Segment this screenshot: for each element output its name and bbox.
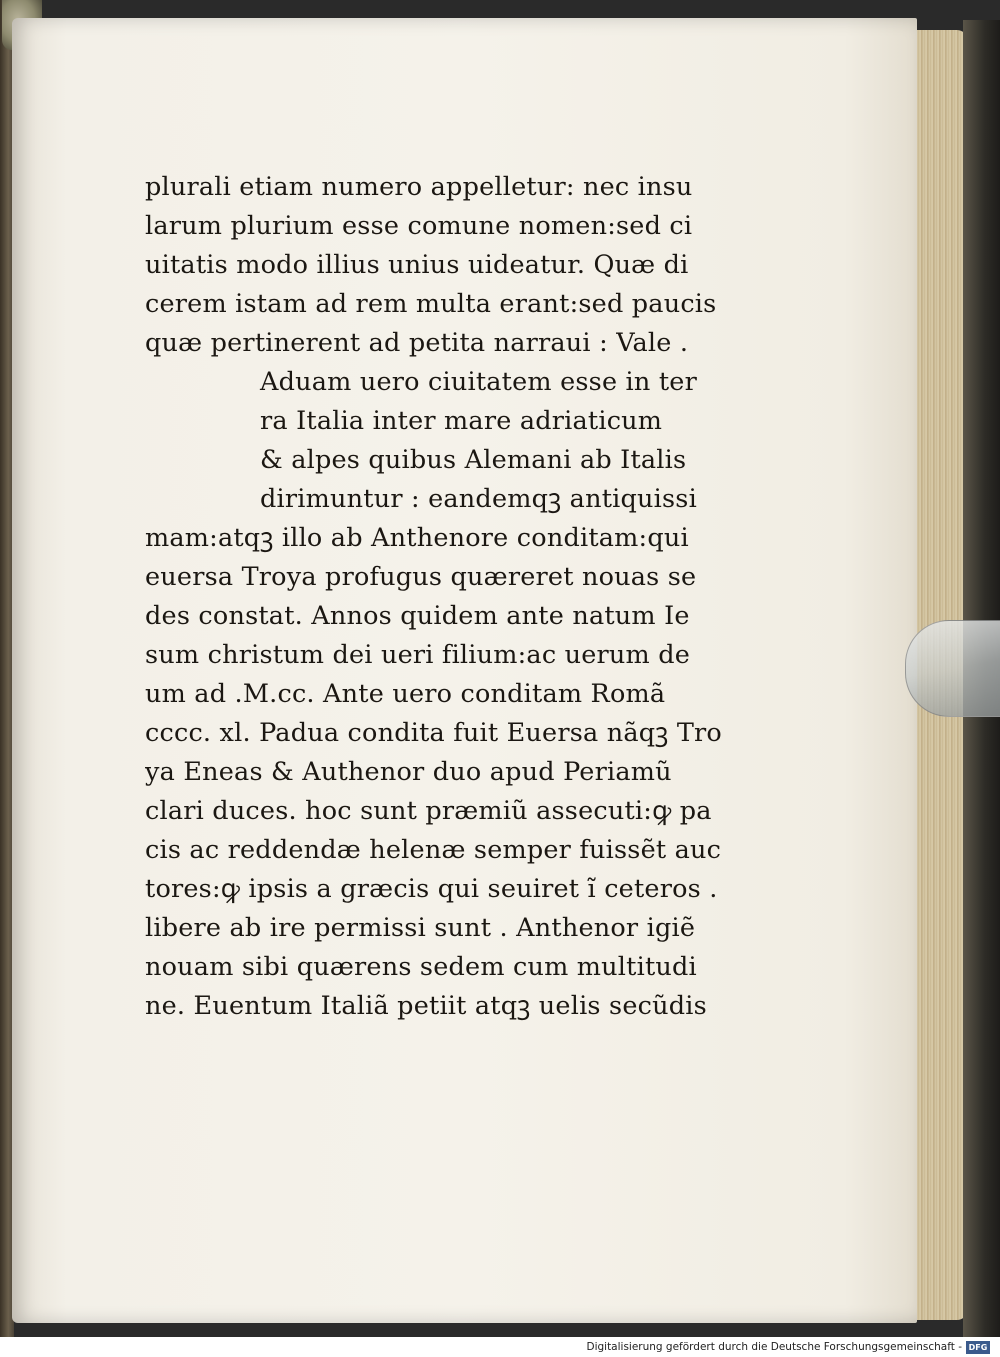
dfg-logo-icon: DFG <box>966 1341 990 1354</box>
text-line: tores:ꝙ ipsis a græcis qui seuiret ĩ ceteros . <box>145 874 718 904</box>
text-line: plurali etiam numero appelletur: nec insu <box>145 172 693 202</box>
book-clamp <box>905 620 1000 717</box>
text-line: nouam sibi quærens sedem cum multitudi <box>145 952 697 982</box>
funding-credit: Digitalisierung gefördert durch die Deutsche Forschungsgemeinschaft - <box>586 1341 962 1353</box>
digitization-footer <box>0 1337 1000 1357</box>
page-text-block <box>145 168 725 1026</box>
text-line: Aduam uero ciuitatem esse in ter <box>260 367 697 397</box>
text-line: libere ab ire permissi sunt . Anthenor igiẽ <box>145 913 696 943</box>
text-line: cerem istam ad rem multa erant:sed paucis <box>145 289 717 319</box>
text-line: cis ac reddendæ helenæ semper fuissẽt auc <box>145 835 722 865</box>
text-line: um ad .M.cc. Ante uero conditam Romã <box>145 679 666 709</box>
text-line: dirimuntur : eandemqꝫ antiquissi <box>260 484 697 514</box>
text-line: sum christum dei ueri filium:ac uerum de <box>145 640 691 670</box>
text-line: des constat. Annos quidem ante natum Ie <box>145 601 690 631</box>
text-line: clari duces. hoc sunt præmiũ assecuti:ꝙ pa <box>145 796 712 826</box>
text-line: quæ pertinerent ad petita narraui : Vale . <box>145 328 689 358</box>
text-line: euersa Troya profugus quæreret nouas se <box>145 562 697 592</box>
text-line: ne. Euentum Italiã petiit atqꝫ uelis secũdis <box>145 991 707 1021</box>
text-line: cccc. xl. Padua condita fuit Euersa nãqꝫ Tro <box>145 718 722 748</box>
text-line: & alpes quibus Alemani ab Italis <box>260 445 687 475</box>
text-line: mam:atqꝫ illo ab Anthenore conditam:qui <box>145 523 689 553</box>
text-line: ra Italia inter mare adriaticum <box>260 406 663 436</box>
text-line: larum plurium esse comune nomen:sed ci <box>145 211 693 241</box>
text-line: uitatis modo illius unius uideatur. Quæ di <box>145 250 689 280</box>
text-line: ya Eneas & Authenor duo apud Periamũ <box>145 757 672 787</box>
